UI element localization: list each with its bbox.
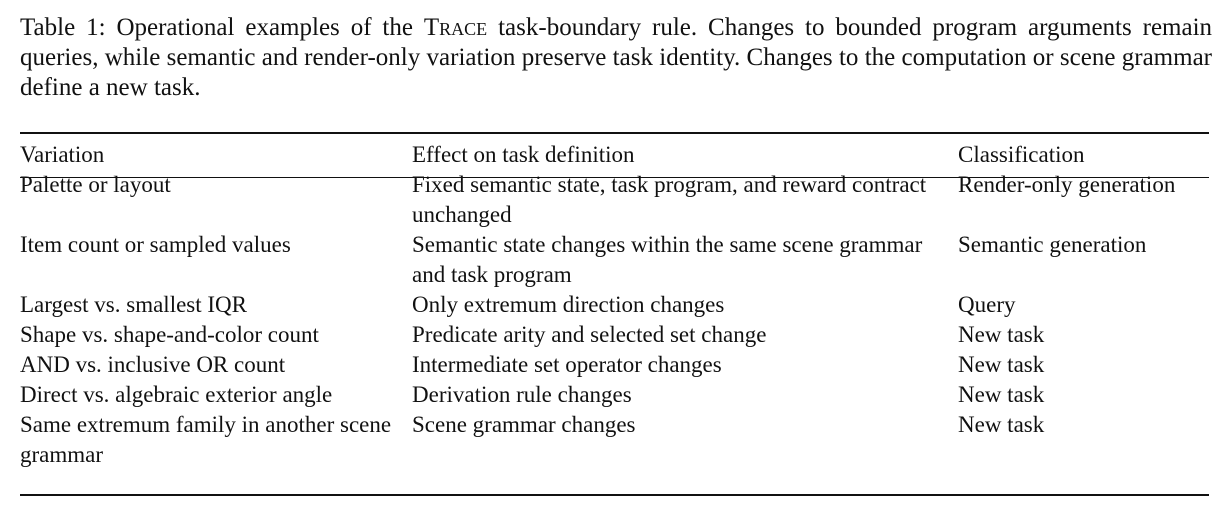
system-name: Trace xyxy=(423,14,488,41)
table-row xyxy=(20,380,1218,410)
classification-cell: New task xyxy=(958,412,1045,437)
table-header-row xyxy=(20,140,1218,170)
caption-text-after: task-boundary rule. Changes to bounded program arguments remain queries, while semantic and render-only variation preserve task identity. Changes to the computation or scene grammar define a new task. xyxy=(20,14,1213,101)
classification-cell: New task xyxy=(958,322,1045,347)
variation-cell: Shape vs. shape-and-color count xyxy=(20,322,319,347)
header-variation: Variation xyxy=(20,142,105,167)
variation-cell: AND vs. inclusive OR count xyxy=(20,352,286,377)
table-row xyxy=(20,320,1218,350)
classification-cell: Semantic generation xyxy=(958,232,1147,257)
variation-cell: Same extremum family in another scene grammar xyxy=(20,412,392,467)
header-classification: Classification xyxy=(958,142,1085,167)
table-row xyxy=(20,350,1218,380)
table-caption xyxy=(20,13,1212,103)
task-boundary-table xyxy=(20,140,1218,470)
table-row xyxy=(20,290,1218,320)
variation-cell: Largest vs. smallest IQR xyxy=(20,292,247,317)
classification-cell: New task xyxy=(958,352,1045,377)
table-top-rule xyxy=(20,132,1209,134)
header-effect: Effect on task definition xyxy=(412,142,635,167)
variation-cell: Item count or sampled values xyxy=(20,232,291,257)
classification-cell: New task xyxy=(958,382,1045,407)
table-row xyxy=(20,170,1218,230)
effect-cell: Only extremum direction changes xyxy=(412,292,725,317)
effect-cell: Semantic state changes within the same scene grammar and task program xyxy=(412,232,923,287)
caption-label: Table 1: xyxy=(20,14,106,41)
table-row xyxy=(20,230,1218,290)
table-bottom-rule xyxy=(20,494,1209,496)
classification-cell: Query xyxy=(958,292,1016,317)
caption-text-before: Operational examples of the xyxy=(116,14,413,41)
variation-cell: Palette or layout xyxy=(20,172,171,197)
effect-cell: Intermediate set operator changes xyxy=(412,352,722,377)
effect-cell: Derivation rule changes xyxy=(412,382,632,407)
variation-cell: Direct vs. algebraic exterior angle xyxy=(20,382,333,407)
effect-cell: Predicate arity and selected set change xyxy=(412,322,767,347)
table-row xyxy=(20,410,1218,470)
effect-cell: Scene grammar changes xyxy=(412,412,636,437)
classification-cell: Render-only generation xyxy=(958,172,1176,197)
effect-cell: Fixed semantic state, task program, and reward contract unchanged xyxy=(412,172,927,227)
